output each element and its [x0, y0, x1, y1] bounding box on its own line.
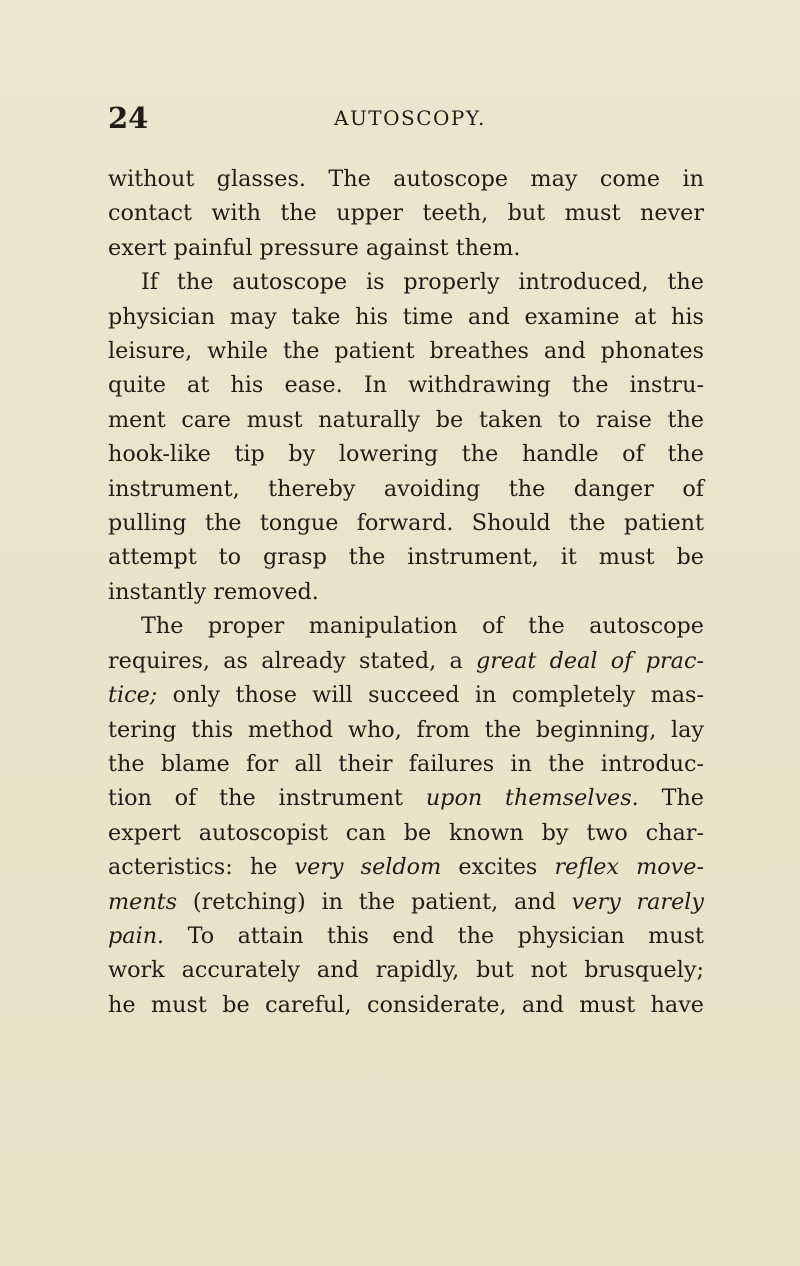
page-header: [108, 100, 728, 136]
italic-run: reflex move-: [554, 854, 704, 881]
text-run: To attain this end the physician must: [164, 922, 704, 949]
paragraph-1: [108, 162, 704, 265]
italic-run: very rarely: [571, 888, 705, 915]
italic-run: pain.: [108, 922, 165, 949]
text-line: [108, 781, 704, 815]
running-title: AUTOSCOPY.: [334, 106, 486, 130]
text-line: work accurately and rapidly, but not brusquely;: [108, 957, 704, 984]
text-line: quite at his ease. In withdrawing the instru-: [108, 372, 704, 399]
italic-run: ments: [108, 888, 178, 915]
text-run: requires, as already stated, a: [108, 647, 476, 674]
page-number: 24: [108, 101, 149, 135]
italic-run: very seldom: [294, 854, 442, 881]
text-line: The proper manipulation of the autoscope: [141, 613, 704, 640]
text-line: the blame for all their failures in the introduc-: [108, 750, 704, 777]
text-line: pulling the tongue forward. Should the patient: [108, 510, 704, 537]
text-line: [108, 850, 704, 884]
text-line: instantly removed.: [108, 578, 319, 605]
body-text: [108, 162, 704, 1022]
paragraph-2: [108, 265, 704, 609]
text-line: attempt to grasp the instrument, it must be: [108, 544, 704, 571]
italic-run: tice;: [108, 682, 158, 709]
text-line: exert painful pressure against them.: [108, 234, 521, 261]
text-line: hook-like tip by lowering the handle of the: [108, 441, 704, 468]
text-line: ment care must naturally be taken to raise the: [108, 406, 704, 433]
text-run: tion of the instrument: [108, 785, 426, 812]
text-line: contact with the upper teeth, but must never: [108, 200, 704, 227]
text-line: [108, 644, 704, 678]
text-run: (retching) in the patient, and: [177, 888, 572, 915]
text-line: expert autoscopist can be known by two char-: [108, 819, 704, 846]
text-line: [108, 919, 704, 953]
text-run: excites: [441, 854, 555, 881]
text-line: tering this method who, from the beginning, lay: [108, 716, 704, 743]
text-line: instrument, thereby avoiding the danger of: [108, 475, 704, 502]
text-line: leisure, while the patient breathes and phonates: [108, 338, 704, 365]
text-line: without glasses. The autoscope may come in: [108, 166, 704, 192]
text-line: [108, 678, 704, 712]
text-line: If the autoscope is properly introduced, the: [141, 269, 704, 296]
italic-run: upon themselves.: [425, 785, 639, 812]
text-line: he must be careful, considerate, and must have: [108, 991, 704, 1018]
text-line: physician may take his time and examine at his: [108, 303, 704, 330]
italic-run: great deal of prac-: [476, 647, 704, 674]
text-run: The: [638, 785, 704, 812]
text-run: acteristics: he: [108, 854, 295, 881]
paragraph-3: [108, 609, 704, 1022]
text-line: [108, 885, 704, 919]
text-run: only those will succeed in completely mas-: [157, 682, 704, 709]
